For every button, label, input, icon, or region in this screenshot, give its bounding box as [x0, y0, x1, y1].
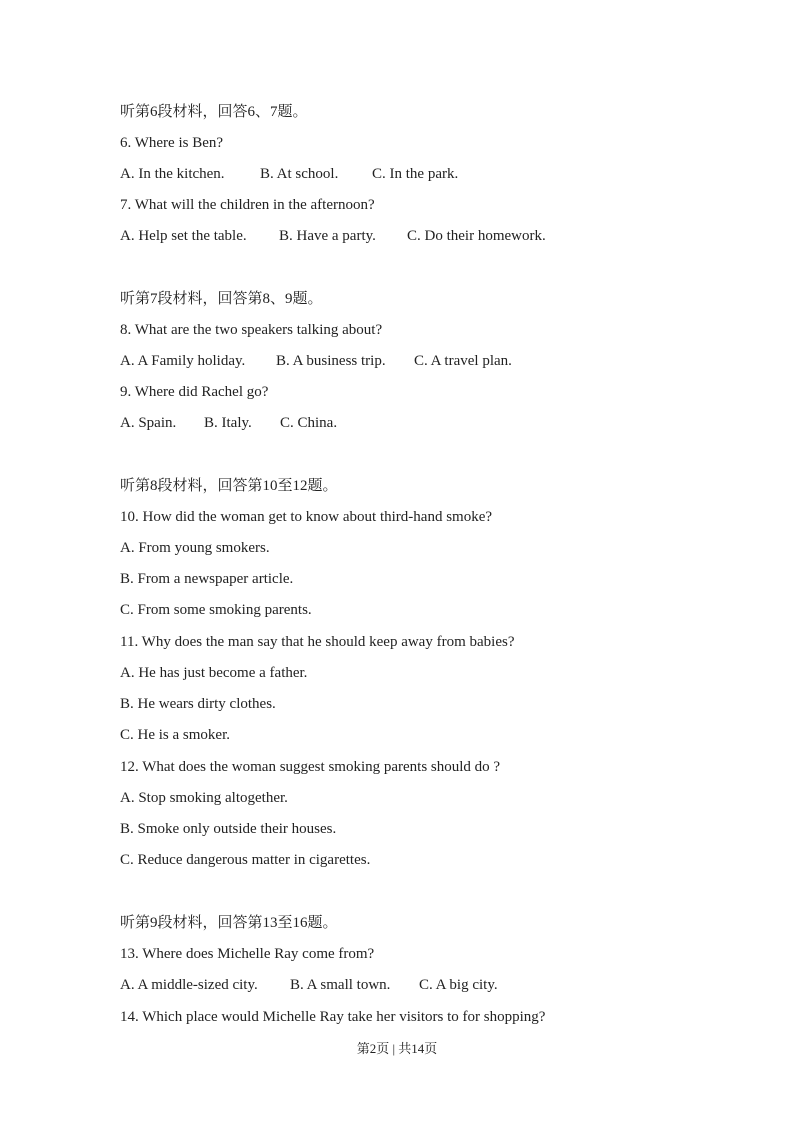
question-text: 12. What does the woman suggest smoking parents should do ? — [120, 759, 501, 775]
question-text: 9. Where did Rachel go? — [120, 384, 269, 400]
option-b: B. Have a party. — [279, 228, 376, 244]
option-c: C. From some smoking parents. — [120, 602, 312, 618]
question-text: 13. Where does Michelle Ray come from? — [120, 946, 375, 962]
question-text: 11. Why does the man say that he should keep away from babies? — [120, 634, 515, 650]
option-c: C. He is a smoker. — [120, 727, 230, 743]
question-text: 7. What will the children in the afternoon? — [120, 197, 375, 213]
option-c: C. A travel plan. — [414, 353, 512, 369]
option-c: C. A big city. — [419, 977, 498, 993]
option-b: B. A business trip. — [276, 353, 386, 369]
option-b: B. From a newspaper article. — [120, 571, 294, 587]
section-header: 听第6段材料，回答6、7题。 — [120, 104, 308, 120]
option-a: A. A Family holiday. — [120, 353, 246, 369]
section-header: 听第9段材料，回答第13至16题。 — [120, 915, 338, 931]
option-a: A. In the kitchen. — [120, 166, 225, 182]
section-header: 听第8段材料，回答第10至12题。 — [120, 478, 338, 494]
question-text: 6. Where is Ben? — [120, 135, 224, 151]
option-a: A. From young smokers. — [120, 540, 270, 556]
question-text: 10. How did the woman get to know about third-hand smoke? — [120, 509, 493, 525]
option-b: B. Italy. — [204, 415, 252, 431]
option-a: A. He has just become a father. — [120, 665, 308, 681]
option-b: B. At school. — [260, 166, 339, 182]
option-c: C. Do their homework. — [407, 228, 546, 244]
option-b: B. A small town. — [290, 977, 391, 993]
option-a: A. Help set the table. — [120, 228, 247, 244]
option-c: C. China. — [280, 415, 338, 431]
question-text: 8. What are the two speakers talking about? — [120, 322, 383, 338]
option-b: B. Smoke only outside their houses. — [120, 821, 337, 837]
option-a: A. Spain. — [120, 415, 177, 431]
question-text: 14. Which place would Michelle Ray take her visitors to for shopping? — [120, 1009, 546, 1025]
section-header: 听第7段材料，回答第8、9题。 — [120, 291, 323, 307]
option-a: A. Stop smoking altogether. — [120, 790, 288, 806]
option-c: C. Reduce dangerous matter in cigarettes. — [120, 852, 371, 868]
option-b: B. He wears dirty clothes. — [120, 696, 276, 712]
option-c: C. In the park. — [372, 166, 459, 182]
option-a: A. A middle-sized city. — [120, 977, 258, 993]
page-footer: 第2页 | 共14页 — [356, 1041, 438, 1056]
